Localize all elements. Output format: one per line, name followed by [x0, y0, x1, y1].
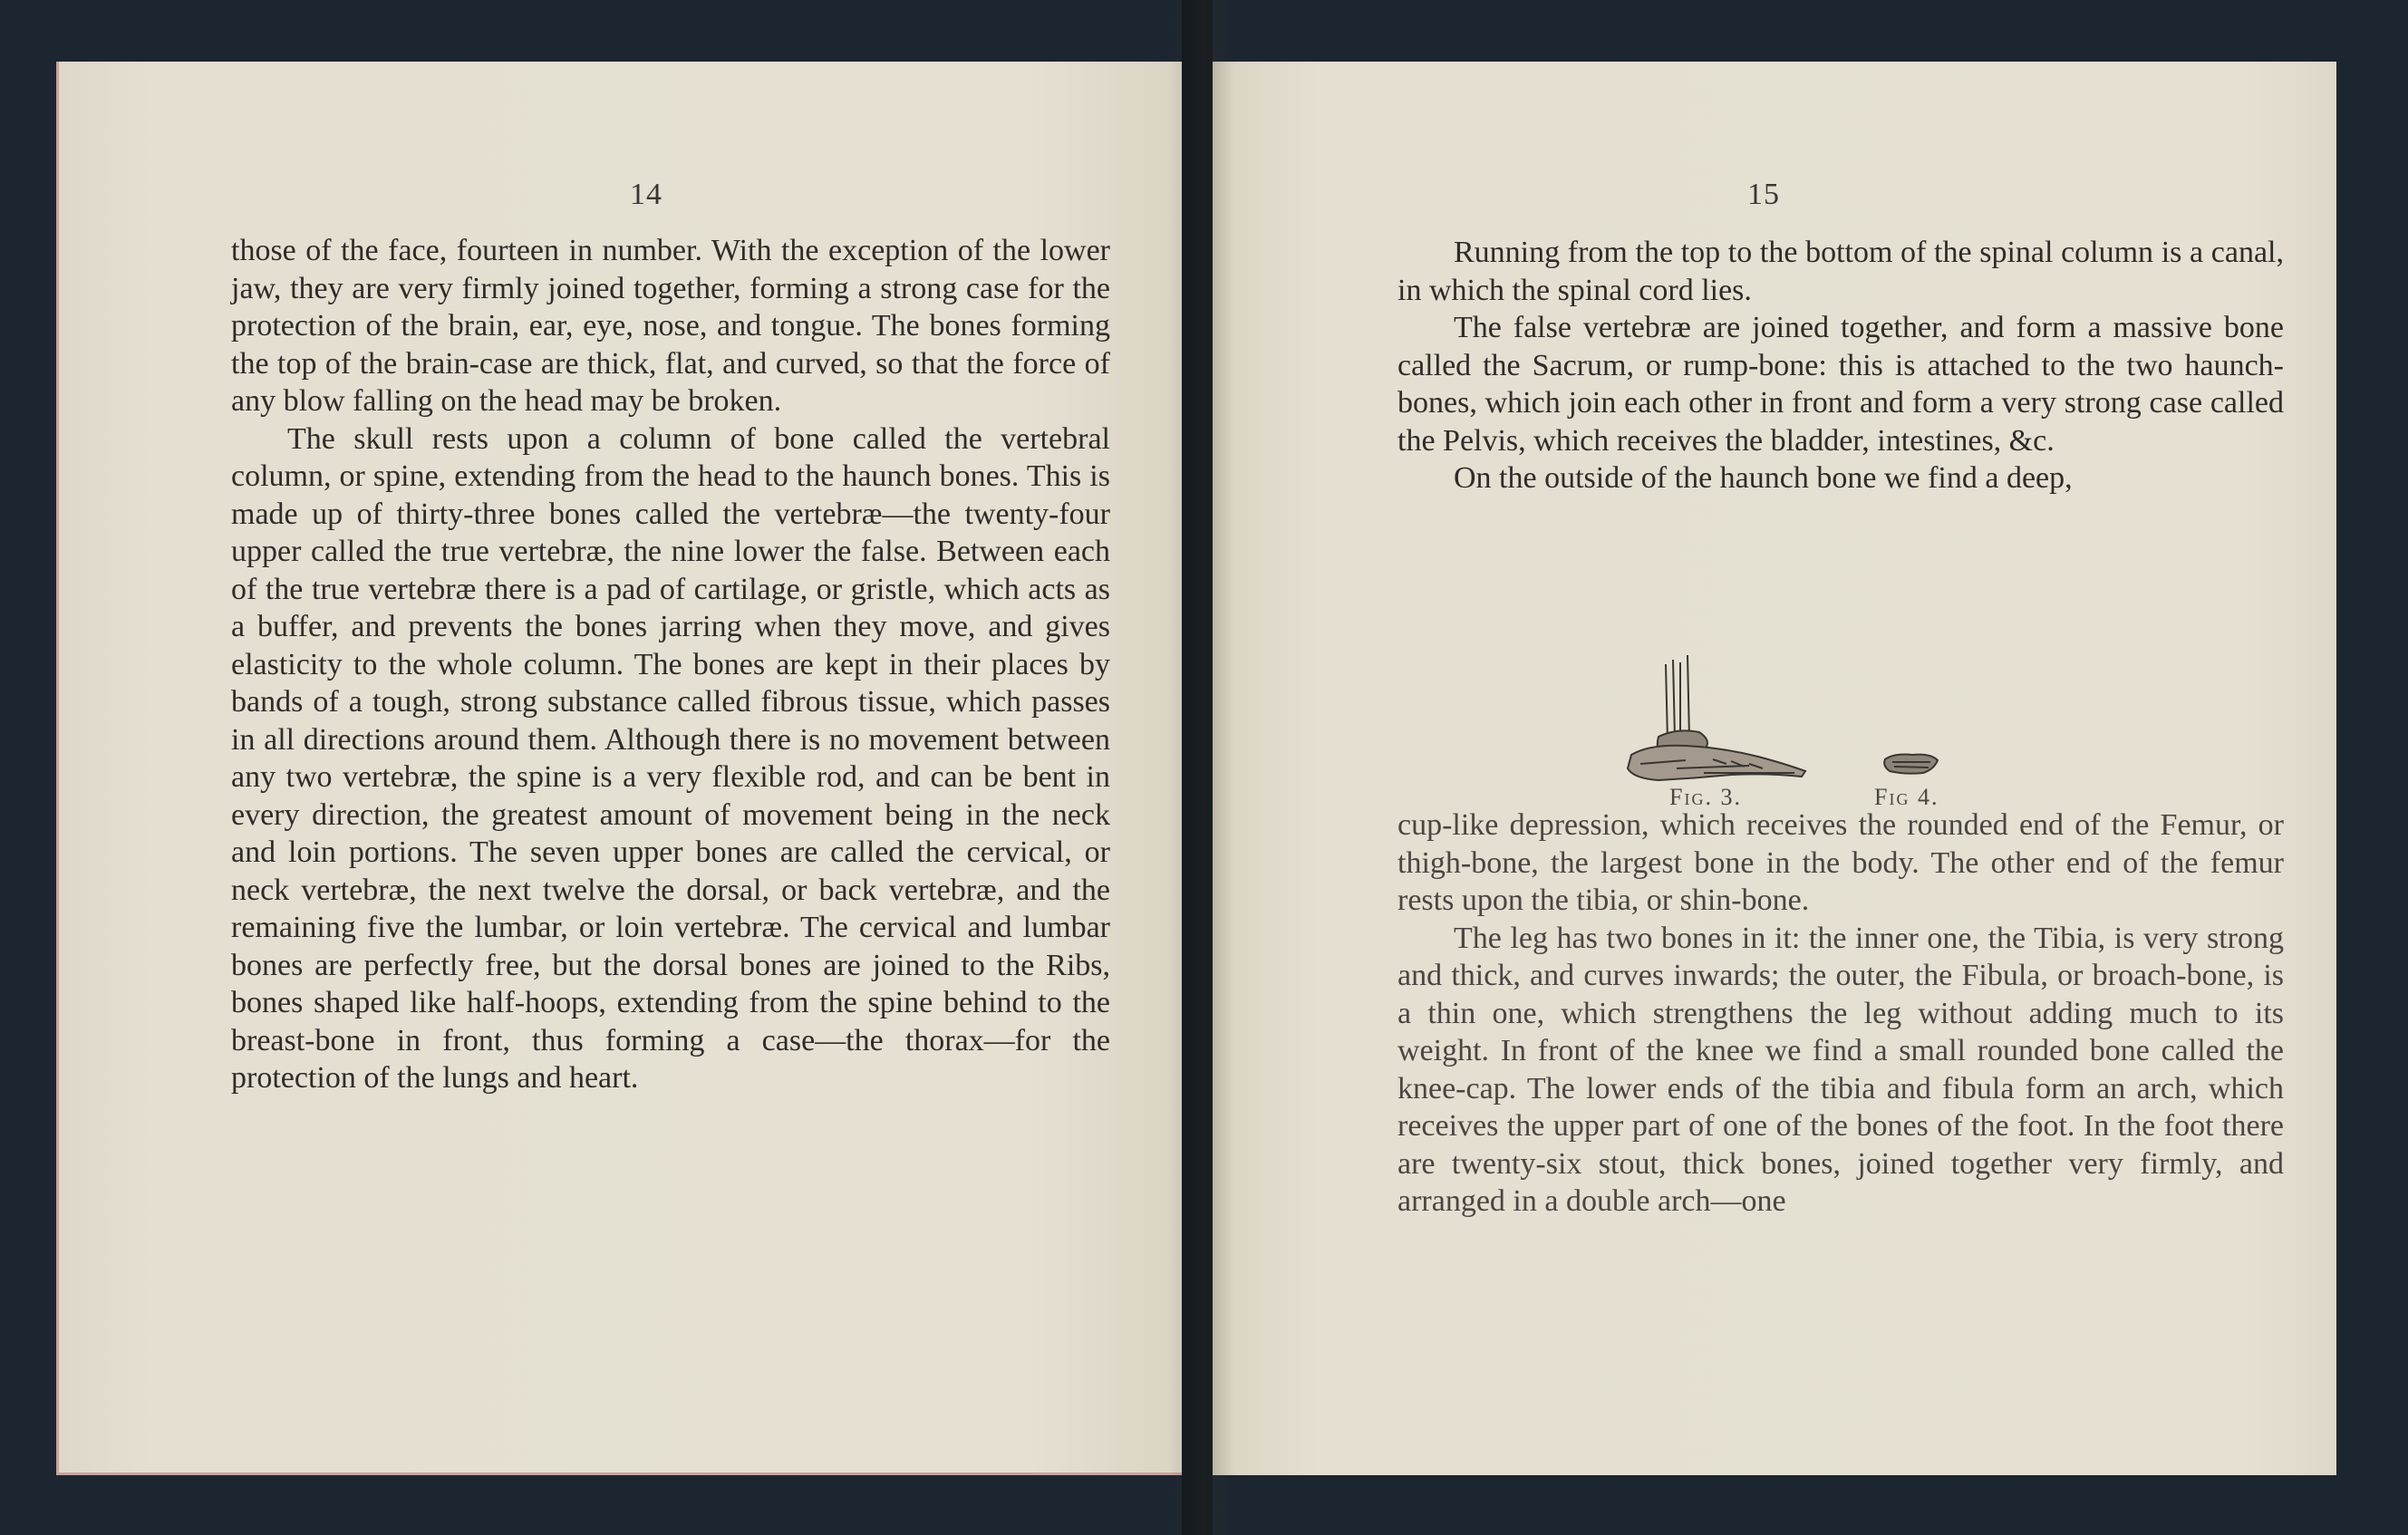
- figure-3-caption: Fig. 3.: [1669, 784, 1742, 810]
- left-page-text: [231, 232, 1110, 1097]
- paragraph: Running from the top to the bottom of the spinal column is a canal, in which the spinal cord lies.: [1397, 236, 2284, 307]
- left-page: [56, 62, 1200, 1475]
- book-spine: [1182, 0, 1213, 1535]
- page-number-right: 15: [1747, 178, 1780, 211]
- page-number-left: 14: [630, 178, 662, 211]
- paragraph: The skull rests upon a column of bone called the vertebral column, or spine, extending from the head to the haunch bones. This is made up of thirty-three bones called the vertebræ—the twenty-four upper called the true vertebræ, the nine lower the false. Between each of the true vertebræ there is a pad of cartilage, or gristle, which acts as a buffer, and prevents the bones jarring when they move, and gives elasticity to the whole column. The bones are kept in their places by bands of a tough, strong substance called fibrous tissue, which passes in all directions around them. Although there is no movement between any two vertebræ, the spine is a very flexible rod, and can be bent in every direction, the greatest amount of movement being in the neck and loin portions. The seven upper bones are called the cervical, or neck vertebræ, the next twelve the dorsal, or back vertebræ, and the remaining five the lumbar, or loin vertebræ. The cervical and lumbar bones are perfectly free, but the dorsal bones are joined to the Ribs, bones shaped like half-hoops, extending from the spine behind to the breast-bone in front, thus forming a case—the thorax—for the protection of the lungs and heart.: [231, 421, 1110, 1095]
- paragraph: The leg has two bones in it: the inner one, the Tibia, is very strong and thick, and curves inwards; the outer, the Fibula, or broach-bone, is a thin one, which strengthens the leg without adding much to its weight. In front of the knee we find a small rounded bone called the knee-cap. The lower ends of the tibia and fibula form an arch, which receives the upper part of one of the bones of the foot. In the foot there are twenty-six stout, thick bones, joined together very firmly, and arranged in a double arch—one: [1397, 921, 2284, 1218]
- foot-skeleton-icon: [1568, 583, 2039, 809]
- right-page-text-top: [1397, 234, 2284, 497]
- paragraph: On the outside of the haunch bone we find a deep,: [1454, 461, 2073, 495]
- paragraph: The false vertebræ are joined together, and form a massive bone called the Sacrum, or rump-bone: this is attached to the two haunch-bones, which join each other in front and form a very strong case called the Pelvis, which receives the bladder, intestines, &c.: [1397, 311, 2284, 458]
- figure-4-caption: Fig 4.: [1874, 784, 1939, 810]
- right-page: [1205, 62, 2336, 1475]
- paragraph: those of the face, fourteen in number. With the exception of the lower jaw, they are very firmly joined together, forming a strong case for the protection of the brain, ear, eye, nose, and tongue. The bones forming the top of the brain-case are thick, flat, and curved, so that the force of any blow falling on the head may be broken.: [231, 234, 1110, 418]
- right-page-text-bottom: [1397, 806, 2284, 1221]
- figure-area: [1568, 583, 2039, 809]
- paragraph: cup-like depression, which receives the rounded end of the Femur, or thigh-bone, the largest bone in the body. The other end of the femur rests upon the tibia, or shin-bone.: [1397, 808, 2284, 917]
